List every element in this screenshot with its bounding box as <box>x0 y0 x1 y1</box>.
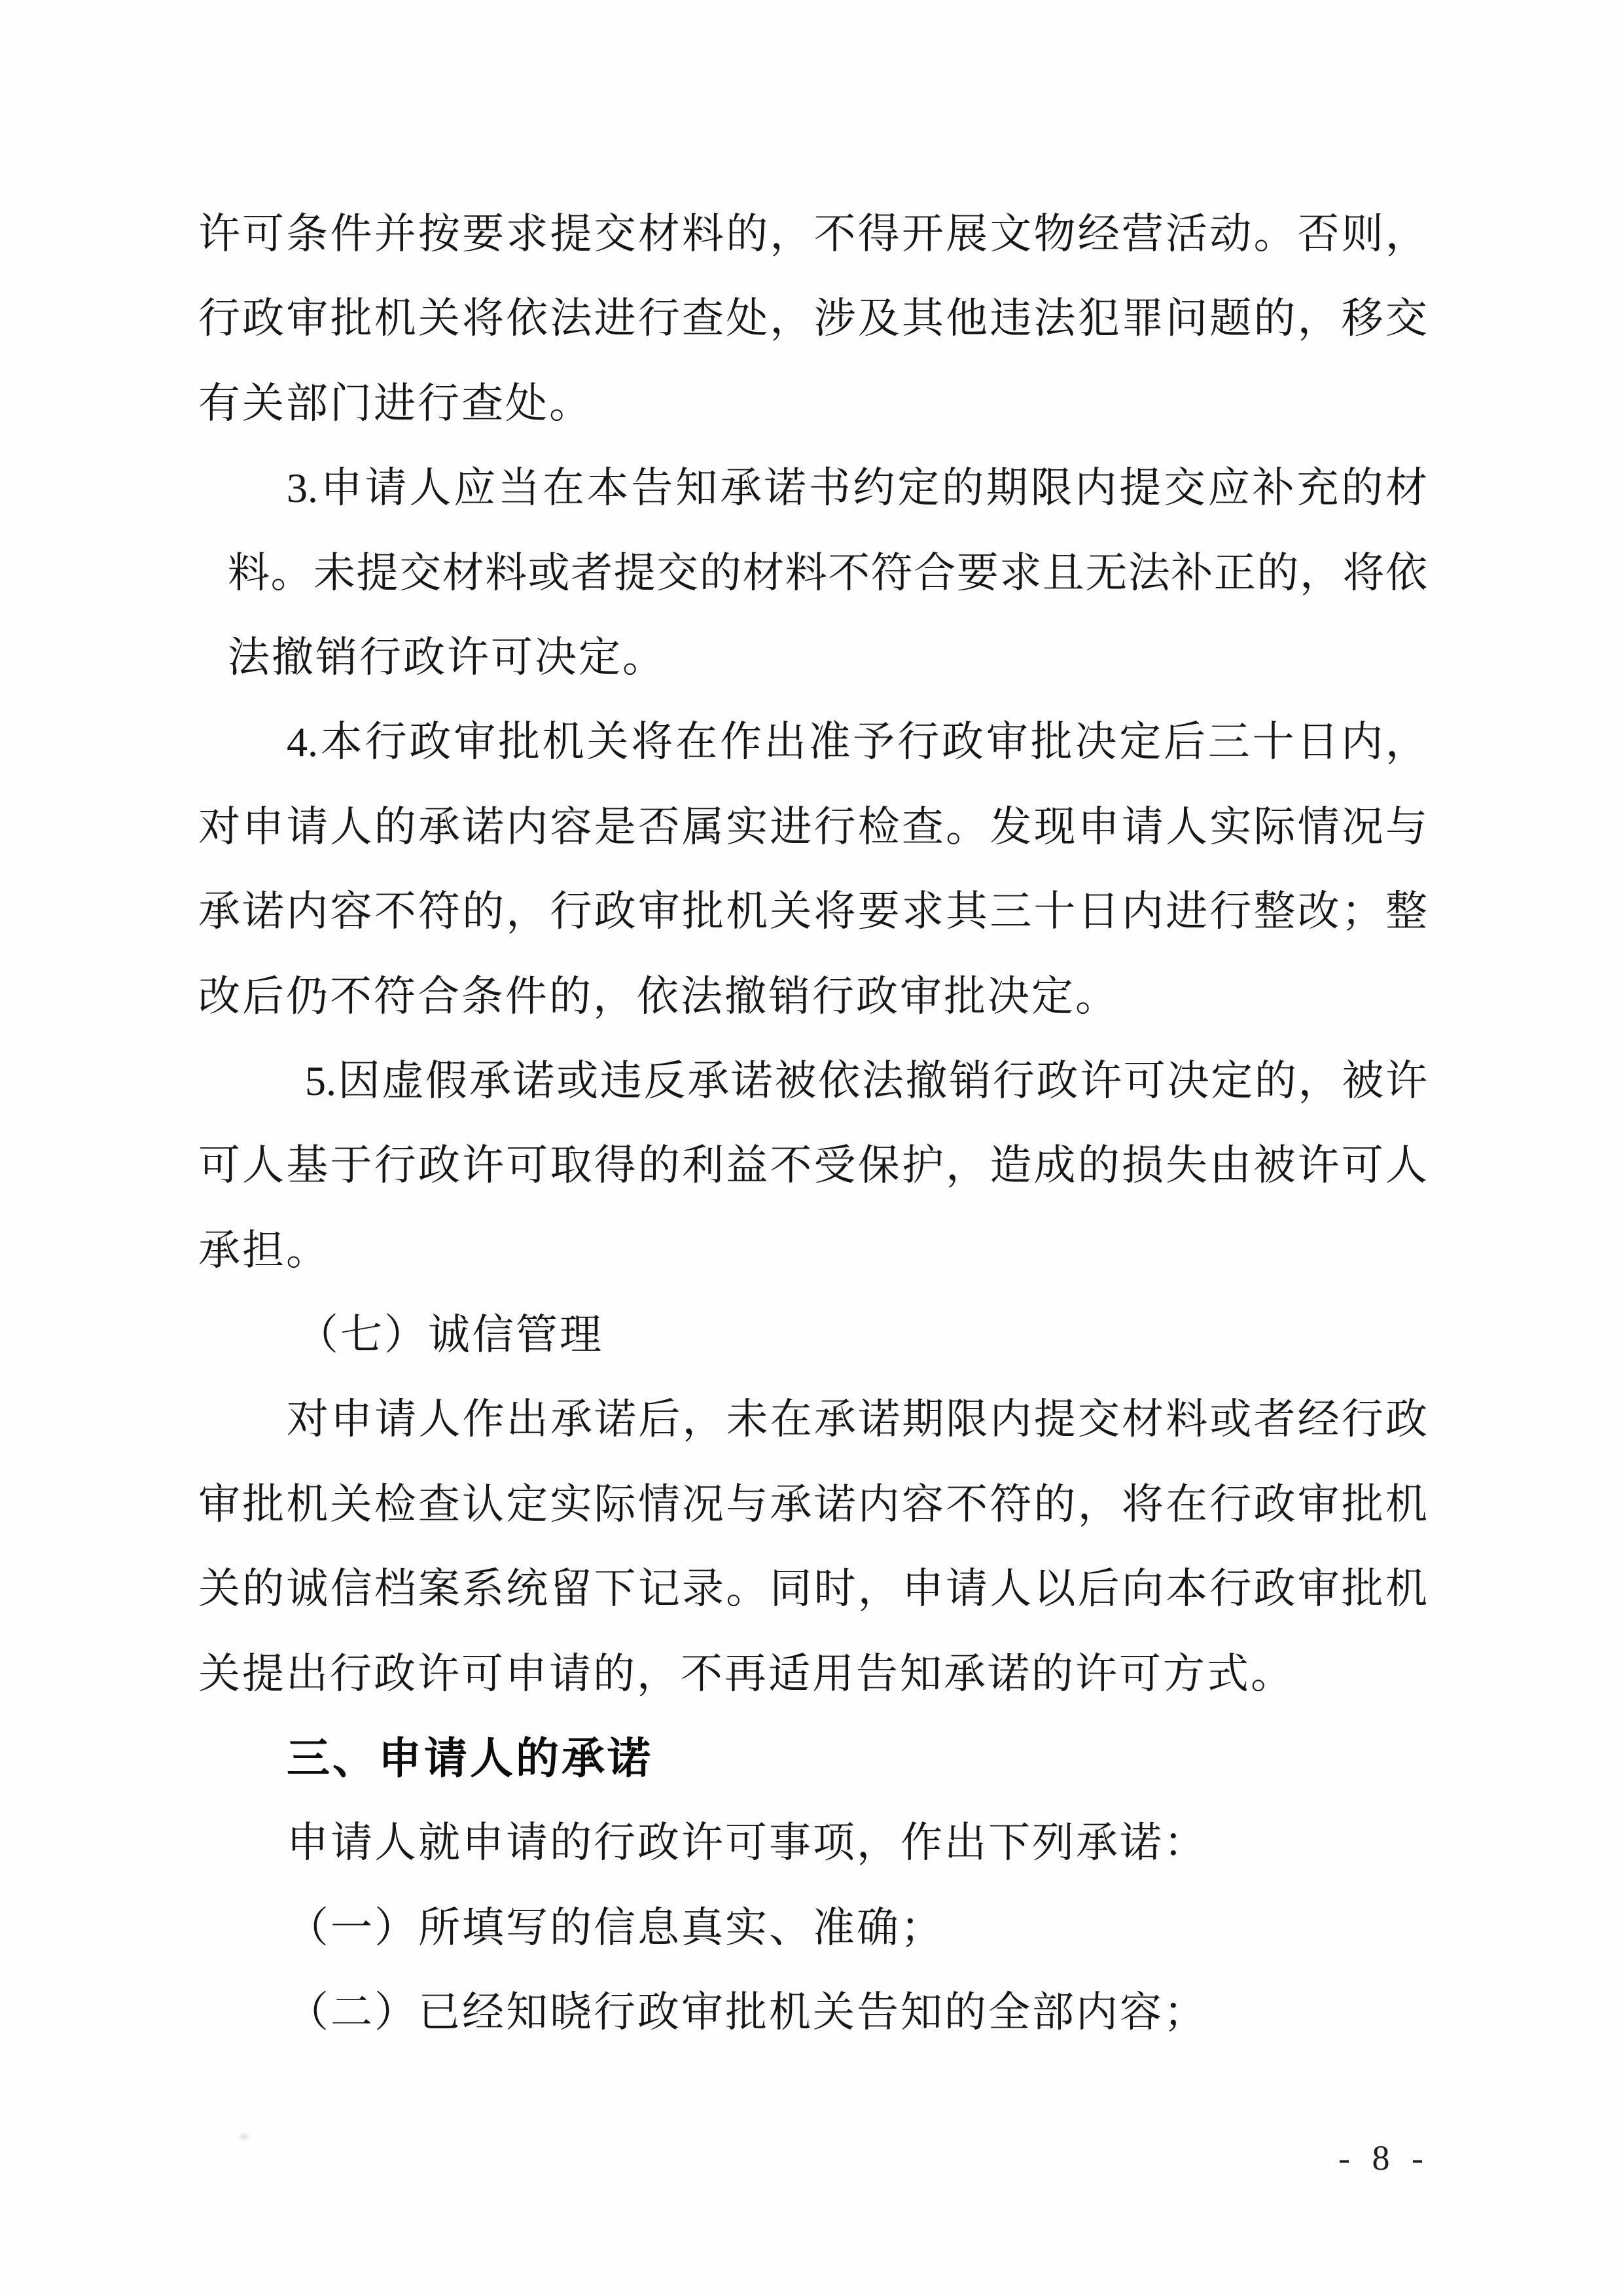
doc-line-1: 许可条件并按要求提交材料的，不得开展文物经营活动。否则， <box>198 211 1427 257</box>
doc-line-5: 料。未提交材料或者提交的材料不符合要求且无法补正的，将依 <box>228 549 1427 596</box>
doc-line-3: 有关部门进行查处。 <box>198 380 593 427</box>
scan-smudge <box>238 2132 250 2141</box>
doc-line-2: 行政审批机关将依法进行查处，涉及其他违法犯罪问题的，移交 <box>198 295 1427 342</box>
doc-line-6: 法撤销行政许可决定。 <box>228 634 666 681</box>
doc-line-15: 对申请人作出承诺后，未在承诺期限内提交材料或者经行政 <box>287 1396 1427 1443</box>
doc-line-12: 可人基于行政许可取得的利益不受保护，造成的损失由被许可人 <box>198 1142 1427 1189</box>
doc-line-7: 4.本行政审批机关将在作出准予行政审批决定后三十日内， <box>287 719 1427 766</box>
section-heading-3: 三、申请人的承诺 <box>287 1734 653 1783</box>
doc-line-17: 关的诚信档案系统留下记录。同时，申请人以后向本行政审批机 <box>198 1566 1427 1613</box>
doc-line-8: 对申请人的承诺内容是否属实进行检查。发现申请人实际情况与 <box>198 803 1427 850</box>
doc-line-11: 5.因虚假承诺或违反承诺被依法撤销行政许可决定的，被许 <box>305 1057 1427 1104</box>
subsection-heading-7: （七）诚信管理 <box>296 1312 603 1359</box>
doc-line-22: （二）已经知晓行政审批机关告知的全部内容； <box>287 1989 1207 2036</box>
document-body <box>198 192 1427 2055</box>
doc-line-18: 关提出行政许可申请的，不再适用告知承诺的许可方式。 <box>198 1650 1294 1697</box>
page-number: - 8 - <box>1338 2138 1430 2178</box>
doc-line-13: 承担。 <box>198 1227 330 1274</box>
doc-line-20: 申请人就申请的行政许可事项，作出下列承诺： <box>287 1820 1207 1867</box>
doc-line-21: （一）所填写的信息真实、准确； <box>287 1904 944 1951</box>
doc-line-16: 审批机关检查认定实际情况与承诺内容不符的，将在行政审批机 <box>198 1480 1427 1528</box>
doc-line-4: 3.申请人应当在本告知承诺书约定的期限内提交应补充的材 <box>287 465 1427 512</box>
doc-line-9: 承诺内容不符的，行政审批机关将要求其三十日内进行整改；整 <box>198 888 1427 935</box>
doc-line-10: 改后仍不符合条件的，依法撤销行政审批决定。 <box>198 973 1119 1020</box>
